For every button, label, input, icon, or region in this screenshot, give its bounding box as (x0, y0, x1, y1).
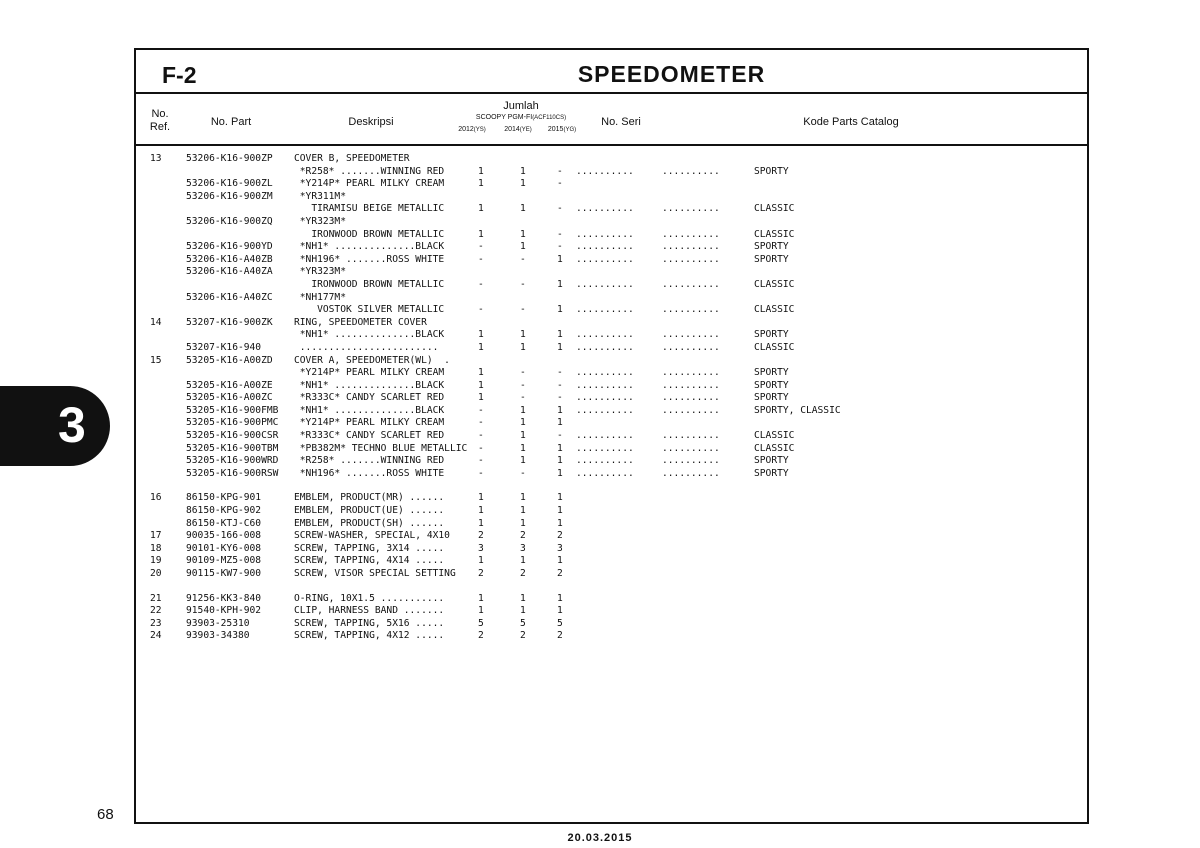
table-row (136, 505, 1087, 518)
qty-2014: 1 (520, 455, 526, 467)
ref-no: 21 (150, 592, 162, 604)
part-number: 53206-K16-900ZL (186, 178, 273, 190)
qty-2014: 1 (520, 341, 526, 353)
qty-2014: 3 (520, 542, 526, 554)
table-row (136, 518, 1087, 531)
table-row (136, 392, 1087, 405)
serial-to: .......... (662, 341, 720, 353)
qty-2014: 1 (520, 329, 526, 341)
table-row (136, 191, 1087, 204)
catalog-code: CLASSIC (754, 442, 795, 454)
description: *R333C* CANDY SCARLET RED (294, 392, 445, 404)
chapter-tab (0, 386, 110, 466)
description: SCREW, TAPPING, 4X12 ..... (294, 630, 445, 642)
qty-2012: 1 (478, 492, 484, 504)
table-row (136, 593, 1087, 606)
catalog-page-frame (134, 48, 1089, 824)
qty-2014: 1 (520, 165, 526, 177)
qty-2015: 1 (557, 442, 563, 454)
qty-2014: 2 (520, 630, 526, 642)
description: TIRAMISU BEIGE METALLIC (294, 203, 445, 215)
catalog-code: CLASSIC (754, 341, 795, 353)
qty-2012: 2 (478, 568, 484, 579)
catalog-code: SPORTY (754, 379, 789, 391)
col-model: SCOOPY PGM-FI(ACF110CS) (475, 114, 567, 121)
qty-2012: 2 (478, 530, 484, 542)
qty-2014: - (520, 253, 526, 265)
qty-2015: 1 (557, 278, 563, 290)
part-number: 53205-K16-A00ZD (186, 354, 273, 366)
qty-2014: 1 (520, 203, 526, 215)
table-row (136, 417, 1087, 430)
description: ........................ (294, 341, 439, 353)
qty-2012: 5 (478, 617, 484, 629)
part-number: 53205-K16-900TBM (186, 442, 279, 454)
qty-2015: - (557, 430, 563, 442)
qty-2012: - (478, 241, 484, 253)
catalog-code: CLASSIC (754, 278, 795, 290)
qty-2015: 1 (557, 517, 563, 529)
description: SCREW, TAPPING, 3X14 ..... (294, 542, 445, 554)
table-row (136, 329, 1087, 342)
part-number: 53207-K16-900ZK (186, 316, 273, 328)
description: *YR323M* (294, 215, 346, 227)
qty-2015: 1 (557, 253, 563, 265)
qty-2014: 1 (520, 241, 526, 253)
serial-from: .......... (576, 467, 634, 479)
serial-to: .......... (662, 379, 720, 391)
table-row (136, 178, 1087, 191)
part-number: 91256-KK3-840 (186, 592, 262, 604)
table-row (136, 455, 1087, 468)
table-row (136, 367, 1087, 380)
description: SCREW-WASHER, SPECIAL, 4X10 (294, 530, 450, 542)
qty-2015: 1 (557, 492, 563, 504)
qty-2012: - (478, 442, 484, 454)
table-row (136, 555, 1087, 568)
qty-2012: - (478, 467, 484, 479)
serial-to: .......... (662, 442, 720, 454)
table-row (136, 430, 1087, 443)
qty-2015: 1 (557, 555, 563, 567)
page-number: 68 (97, 806, 114, 823)
part-number: 53205-K16-A00ZC (186, 392, 273, 404)
part-number: 53206-K16-900YD (186, 241, 273, 253)
serial-to: .......... (662, 165, 720, 177)
part-number: 53205-K16-900RSW (186, 467, 279, 479)
serial-from: .......... (576, 455, 634, 467)
serial-to: .......... (662, 392, 720, 404)
serial-from: .......... (576, 304, 634, 316)
part-number: 53205-K16-900CSR (186, 430, 279, 442)
description: *R258* .......WINNING RED (294, 455, 445, 467)
table-row (136, 241, 1087, 254)
qty-2015: 2 (557, 630, 563, 642)
table-row (136, 492, 1087, 505)
qty-2014: 1 (520, 228, 526, 240)
qty-2014: 5 (520, 617, 526, 629)
qty-2015: 1 (557, 417, 563, 429)
ref-no: 22 (150, 605, 162, 617)
table-row (136, 443, 1087, 456)
catalog-code: CLASSIC (754, 203, 795, 215)
table-row (136, 304, 1087, 317)
part-number: 90101-KY6-008 (186, 542, 262, 554)
col-year-2015: 2015(YG) (547, 126, 577, 133)
qty-2012: - (478, 278, 484, 290)
column-header (136, 94, 1087, 146)
qty-2015: 2 (557, 530, 563, 542)
description: IRONWOOD BROWN METALLIC (294, 228, 445, 240)
qty-2014: - (520, 367, 526, 379)
catalog-code: SPORTY (754, 467, 789, 479)
qty-2012: 2 (478, 630, 484, 642)
qty-2014: 2 (520, 530, 526, 542)
qty-2014: - (520, 467, 526, 479)
qty-2015: - (557, 392, 563, 404)
qty-2014: 1 (520, 517, 526, 529)
qty-2014: 1 (520, 555, 526, 567)
serial-from: .......... (576, 203, 634, 215)
qty-2012: 1 (478, 329, 484, 341)
part-number: 86150-KPG-901 (186, 492, 262, 504)
description: *PB382M* TECHNO BLUE METALLIC (294, 442, 468, 454)
qty-2015: 3 (557, 542, 563, 554)
description: *R333C* CANDY SCARLET RED (294, 430, 445, 442)
qty-2012: - (478, 404, 484, 416)
qty-2015: - (557, 203, 563, 215)
qty-2014: 1 (520, 417, 526, 429)
table-row (136, 203, 1087, 216)
serial-from: .......... (576, 379, 634, 391)
qty-2014: - (520, 304, 526, 316)
qty-2014: 1 (520, 430, 526, 442)
qty-2014: 1 (520, 492, 526, 504)
table-row (136, 279, 1087, 292)
ref-no: 20 (150, 568, 162, 579)
description: *NH1* ..............BLACK (294, 404, 445, 416)
catalog-code: SPORTY (754, 165, 789, 177)
col-jumlah: Jumlah (503, 100, 539, 112)
qty-2015: 1 (557, 329, 563, 341)
table-row (136, 605, 1087, 618)
table-row (136, 317, 1087, 330)
table-row (136, 292, 1087, 305)
qty-2014: 1 (520, 605, 526, 617)
col-year-2012: 2012(YS) (458, 126, 486, 133)
qty-2012: 3 (478, 542, 484, 554)
description: O-RING, 10X1.5 ........... (294, 592, 445, 604)
description: *NH1* ..............BLACK (294, 379, 445, 391)
qty-2012: 1 (478, 605, 484, 617)
description: *Y214P* PEARL MILKY CREAM (294, 417, 445, 429)
description: *Y214P* PEARL MILKY CREAM (294, 367, 445, 379)
table-row (136, 355, 1087, 368)
serial-from: .......... (576, 442, 634, 454)
qty-2012: 1 (478, 505, 484, 517)
col-deskripsi: Deskripsi (348, 116, 394, 128)
table-row (136, 568, 1087, 581)
description: IRONWOOD BROWN METALLIC (294, 278, 445, 290)
description: EMBLEM, PRODUCT(UE) ...... (294, 505, 445, 517)
description: CLIP, HARNESS BAND ....... (294, 605, 445, 617)
part-number: 53206-K16-A40ZB (186, 253, 273, 265)
qty-2012: 1 (478, 367, 484, 379)
qty-2014: 1 (520, 404, 526, 416)
table-row (136, 266, 1087, 279)
part-number: 53205-K16-900FMB (186, 404, 279, 416)
qty-2014: 1 (520, 178, 526, 190)
catalog-code: CLASSIC (754, 228, 795, 240)
part-number: 53206-K16-900ZM (186, 190, 273, 202)
qty-2015: 1 (557, 341, 563, 353)
description: SCREW, VISOR SPECIAL SETTING (294, 568, 456, 579)
col-no-part: No. Part (210, 116, 252, 128)
description: *YR323M* (294, 266, 346, 278)
qty-2012: 1 (478, 592, 484, 604)
qty-2012: 1 (478, 228, 484, 240)
ref-no: 14 (150, 316, 162, 328)
qty-2015: 1 (557, 467, 563, 479)
table-row (136, 216, 1087, 229)
qty-2015: - (557, 379, 563, 391)
col-no-seri: No. Seri (601, 116, 641, 128)
qty-2012: 1 (478, 517, 484, 529)
description: *YR311M* (294, 190, 346, 202)
serial-from: .......... (576, 165, 634, 177)
col-year-2014: 2014(YE) (504, 126, 532, 133)
description: RING, SPEEDOMETER COVER (294, 316, 427, 328)
ref-no: 19 (150, 555, 162, 567)
serial-from: .......... (576, 241, 634, 253)
catalog-code: SPORTY (754, 253, 789, 265)
description: *Y214P* PEARL MILKY CREAM (294, 178, 445, 190)
serial-to: .......... (662, 455, 720, 467)
qty-2015: - (557, 178, 563, 190)
qty-2012: - (478, 430, 484, 442)
serial-to: .......... (662, 203, 720, 215)
serial-from: .......... (576, 341, 634, 353)
serial-from: .......... (576, 278, 634, 290)
part-number: 93903-34380 (186, 630, 250, 642)
description: *NH196* .......ROSS WHITE (294, 253, 445, 265)
qty-2015: 1 (557, 505, 563, 517)
table-row (136, 342, 1087, 355)
part-number: 90115-KW7-900 (186, 568, 262, 579)
catalog-code: SPORTY (754, 367, 789, 379)
qty-2015: - (557, 241, 563, 253)
part-number: 53206-K16-900ZQ (186, 215, 273, 227)
description: *NH1* ..............BLACK (294, 241, 445, 253)
qty-2015: - (557, 228, 563, 240)
serial-to: .......... (662, 278, 720, 290)
parts-list (136, 153, 1087, 643)
part-number: 53206-K16-A40ZC (186, 291, 273, 303)
part-number: 86150-KPG-902 (186, 505, 262, 517)
serial-to: .......... (662, 228, 720, 240)
qty-2014: - (520, 379, 526, 391)
description: SCREW, TAPPING, 4X14 ..... (294, 555, 445, 567)
table-row (136, 405, 1087, 418)
part-number: 93903-25310 (186, 617, 250, 629)
serial-from: .......... (576, 329, 634, 341)
part-number: 53207-K16-940 (186, 341, 262, 353)
ref-no: 24 (150, 630, 162, 642)
serial-to: .......... (662, 404, 720, 416)
catalog-code: SPORTY (754, 455, 789, 467)
qty-2014: 1 (520, 505, 526, 517)
qty-2012: - (478, 417, 484, 429)
description: COVER B, SPEEDOMETER (294, 153, 410, 164)
catalog-code: SPORTY (754, 392, 789, 404)
ref-no: 15 (150, 354, 162, 366)
section-code: F-2 (162, 62, 197, 88)
serial-to: .......... (662, 467, 720, 479)
description: EMBLEM, PRODUCT(SH) ...... (294, 517, 445, 529)
qty-2012: - (478, 304, 484, 316)
table-row (136, 530, 1087, 543)
qty-2015: - (557, 165, 563, 177)
serial-from: .......... (576, 253, 634, 265)
table-row (136, 468, 1087, 481)
ref-no: 17 (150, 530, 162, 542)
serial-to: .......... (662, 367, 720, 379)
qty-2015: 1 (557, 605, 563, 617)
title-band (136, 50, 1087, 94)
qty-2014: - (520, 278, 526, 290)
catalog-code: SPORTY, CLASSIC (754, 404, 841, 416)
table-row (136, 229, 1087, 242)
catalog-code: SPORTY (754, 241, 789, 253)
part-number: 91540-KPH-902 (186, 605, 262, 617)
serial-from: .......... (576, 228, 634, 240)
catalog-code: CLASSIC (754, 304, 795, 316)
qty-2014: 1 (520, 592, 526, 604)
ref-no: 16 (150, 492, 162, 504)
description: *NH177M* (294, 291, 346, 303)
table-row (136, 153, 1087, 166)
description: *R258* .......WINNING RED (294, 165, 445, 177)
catalog-code: CLASSIC (754, 430, 795, 442)
qty-2012: 1 (478, 165, 484, 177)
qty-2012: - (478, 455, 484, 467)
part-number: 86150-KTJ-C60 (186, 517, 262, 529)
qty-2015: 1 (557, 455, 563, 467)
qty-2012: 1 (478, 392, 484, 404)
description: *NH196* .......ROSS WHITE (294, 467, 445, 479)
description: COVER A, SPEEDOMETER(WL) . (294, 354, 450, 366)
serial-to: .......... (662, 304, 720, 316)
table-row (136, 254, 1087, 267)
qty-2012: 1 (478, 341, 484, 353)
qty-2015: 5 (557, 617, 563, 629)
part-number: 53205-K16-900PMC (186, 417, 279, 429)
table-row (136, 618, 1087, 631)
catalog-code: SPORTY (754, 329, 789, 341)
table-row (136, 380, 1087, 393)
part-number: 90035-166-008 (186, 530, 262, 542)
serial-from: .......... (576, 392, 634, 404)
qty-2014: - (520, 392, 526, 404)
ref-no: 23 (150, 617, 162, 629)
qty-2015: 1 (557, 304, 563, 316)
description: EMBLEM, PRODUCT(MR) ...... (294, 492, 445, 504)
serial-from: .......... (576, 430, 634, 442)
qty-2012: 1 (478, 203, 484, 215)
serial-to: .......... (662, 241, 720, 253)
serial-from: .......... (576, 367, 634, 379)
qty-2012: 1 (478, 178, 484, 190)
col-kode-parts-catalog: Kode Parts Catalog (803, 116, 899, 128)
part-number: 53206-K16-A40ZA (186, 266, 273, 278)
serial-to: .......... (662, 329, 720, 341)
description: *NH1* ..............BLACK (294, 329, 445, 341)
qty-2015: 1 (557, 404, 563, 416)
part-number: 53205-K16-A00ZE (186, 379, 273, 391)
qty-2014: 1 (520, 442, 526, 454)
ref-no: 13 (150, 153, 162, 164)
qty-2015: - (557, 367, 563, 379)
serial-to: .......... (662, 430, 720, 442)
qty-2015: 1 (557, 592, 563, 604)
col-no-ref: No. Ref. (149, 108, 171, 133)
qty-2014: 2 (520, 568, 526, 579)
page-title: SPEEDOMETER (577, 61, 766, 87)
ref-no: 18 (150, 542, 162, 554)
table-row (136, 543, 1087, 556)
serial-to: .......... (662, 253, 720, 265)
table-row (136, 630, 1087, 643)
serial-from: .......... (576, 404, 634, 416)
description: VOSTOK SILVER METALLIC (294, 304, 445, 316)
qty-2012: 1 (478, 379, 484, 391)
qty-2015: 2 (557, 568, 563, 579)
chapter-number: 3 (58, 397, 86, 453)
footer-date: 20.03.2015 (567, 832, 633, 844)
table-row (136, 166, 1087, 179)
qty-2012: 1 (478, 555, 484, 567)
description: SCREW, TAPPING, 5X16 ..... (294, 617, 445, 629)
part-number: 53206-K16-900ZP (186, 153, 273, 164)
part-number: 53205-K16-900WRD (186, 455, 279, 467)
part-number: 90109-MZ5-008 (186, 555, 262, 567)
qty-2012: - (478, 253, 484, 265)
